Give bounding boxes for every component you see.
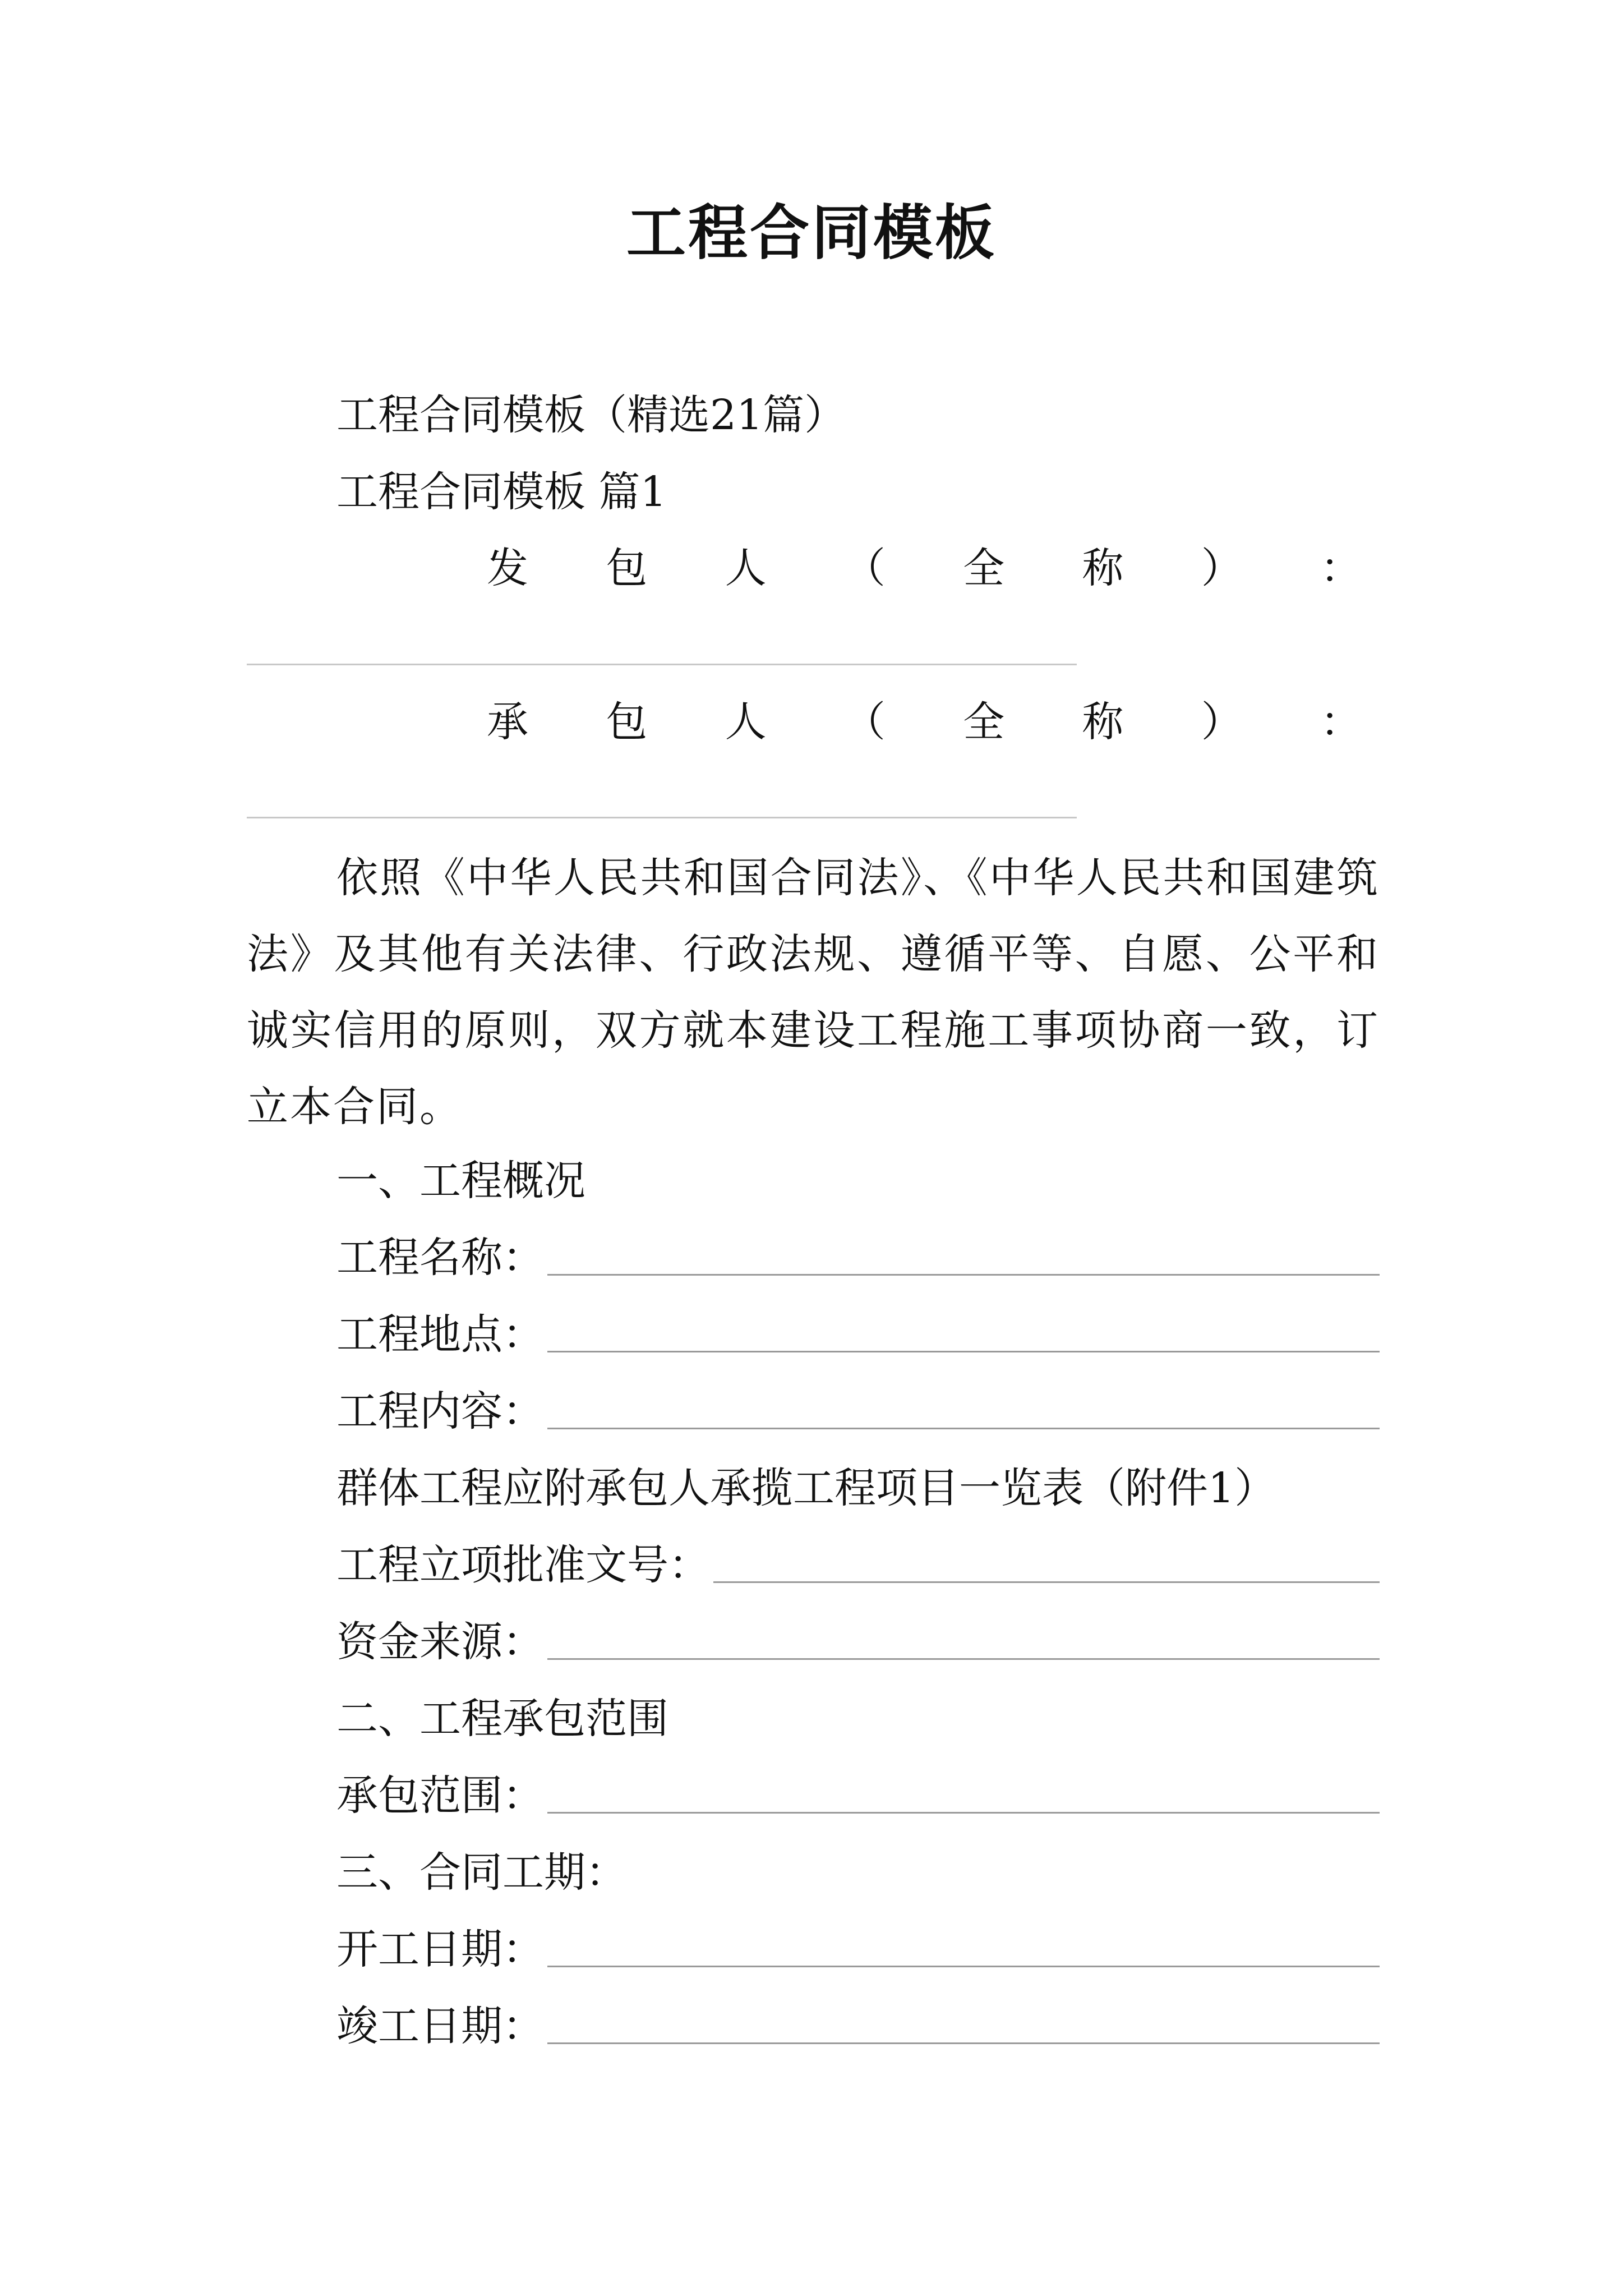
contractor-char: ） <box>1201 698 1243 746</box>
start-date-label: 开工日期： <box>336 1925 544 1973</box>
scope-field <box>336 1768 1380 1824</box>
contractor-char: ： <box>1320 698 1362 746</box>
contractor-char: （ <box>843 698 886 746</box>
approval-number-field <box>336 1537 1380 1593</box>
contractor-blank-line <box>247 817 1077 818</box>
contractor-char: 包 <box>606 698 648 746</box>
project-name-blank <box>547 1274 1380 1276</box>
contractor-char: 全 <box>963 698 1005 746</box>
contractor-char: 称 <box>1082 698 1124 746</box>
approval-number-label: 工程立项批准文号： <box>336 1541 710 1589</box>
document-title: 工程合同模板 <box>626 197 997 268</box>
contractor-row <box>487 694 1362 750</box>
section-1-heading: 一、工程概况 <box>336 1157 585 1205</box>
document-subtitle: 工程合同模板（精选21篇） <box>336 391 846 439</box>
completion-date-label: 竣工日期： <box>336 2002 544 2050</box>
employer-char: ： <box>1320 544 1362 592</box>
employer-char: 全 <box>963 544 1005 592</box>
project-location-blank <box>547 1351 1380 1352</box>
group-project-note: 群体工程应附承包人承揽工程项目一览表（附件1） <box>336 1464 1276 1512</box>
scope-blank <box>547 1812 1380 1814</box>
funding-source-field <box>336 1614 1380 1670</box>
scope-label: 承包范围： <box>336 1772 544 1820</box>
employer-char: 人 <box>725 544 767 592</box>
employer-char: （ <box>843 544 886 592</box>
approval-number-blank <box>713 1581 1380 1583</box>
start-date-blank <box>547 1966 1380 1967</box>
completion-date-blank <box>547 2042 1380 2044</box>
employer-char: 称 <box>1082 544 1124 592</box>
funding-source-blank <box>547 1658 1380 1660</box>
employer-char: 包 <box>606 544 648 592</box>
section-heading: 工程合同模板 篇1 <box>336 468 667 516</box>
contractor-char: 承 <box>487 698 528 746</box>
employer-row <box>487 540 1362 596</box>
funding-source-label: 资金来源： <box>336 1618 544 1666</box>
project-content-field <box>336 1383 1380 1439</box>
project-location-label: 工程地点： <box>336 1310 544 1359</box>
project-content-blank <box>547 1428 1380 1429</box>
project-location-field <box>336 1306 1380 1363</box>
section-2-heading: 二、工程承包范围 <box>336 1695 668 1743</box>
completion-date-field <box>336 1998 1380 2054</box>
employer-char: 发 <box>487 544 528 592</box>
employer-blank-line <box>247 664 1077 665</box>
contractor-char: 人 <box>725 698 767 746</box>
project-name-field <box>336 1230 1380 1286</box>
project-name-label: 工程名称： <box>336 1234 544 1282</box>
intro-paragraph: 依照《中华人民共和国合同法》、《中华人民共和国建筑法》及其他有关法律、行政法规、遵循平等、自愿、公平和诚实信用的原则，双方就本建设工程施工事项协商一致，订立本合同。 <box>247 854 1380 1131</box>
section-3-heading: 三、合同工期： <box>336 1848 627 1897</box>
start-date-field <box>336 1921 1380 1977</box>
project-content-label: 工程内容： <box>336 1387 544 1435</box>
employer-char: ） <box>1201 544 1243 592</box>
